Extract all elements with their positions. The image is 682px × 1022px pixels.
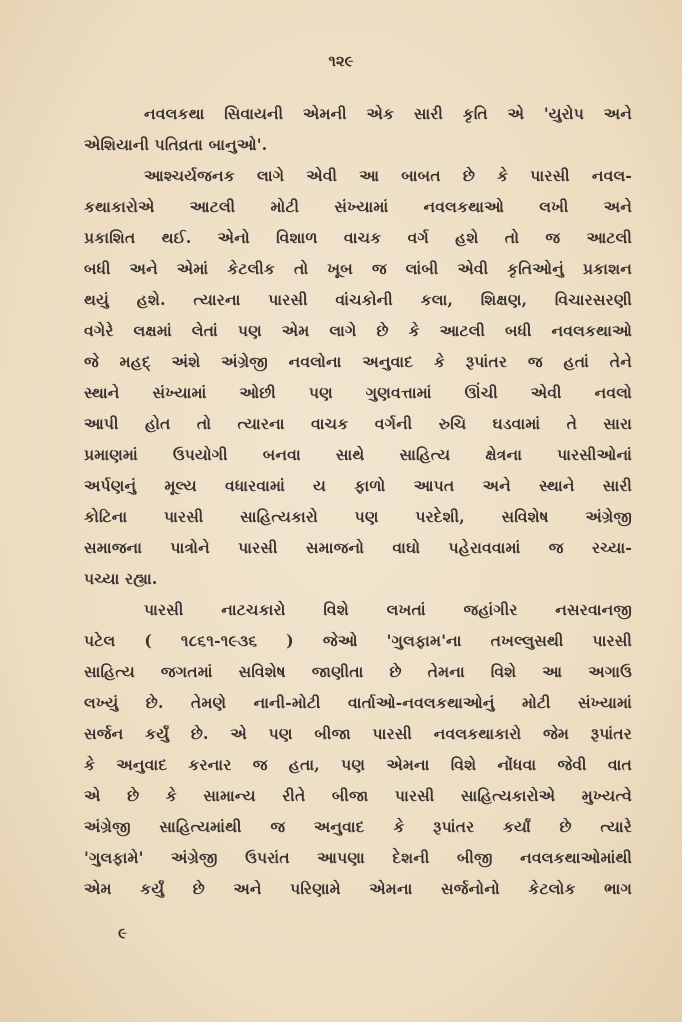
text-line: સાહિત્ય જગતમાં સવિશેષ જાણીતા છે તેમના વિશે આ અગાઉ	[84, 662, 632, 681]
text-line: પ્રમાણમાં ઉપયોગી બનવા સાથે સાહિત્ય ક્ષેત્રના પારસીઓનાં	[84, 445, 632, 464]
text-line: લખ્યું છે. તેમણે નાની-મોટી વાર્તાઓ-નવલકથાઓનું મોટી સંખ્યામાં	[84, 693, 632, 712]
text-line: આશ્ચર્યજનક લાગે એવી આ બાબત છે કે પારસી નવલ-	[144, 166, 632, 185]
paragraph-2	[84, 160, 632, 594]
body-text	[84, 98, 632, 904]
text-line: જે મહદ્ અંશે અંગ્રેજી નવલોના અનુવાદ કે રૂપાંતર જ હતાં તેને	[84, 352, 632, 371]
text-line: પ્રકાશિત થઈ. એનો વિશાળ વાચક વર્ગ હશે તો જ આટલી	[84, 228, 632, 247]
text-line: સ્થાને સંખ્યામાં ઓછી પણ ગુણવત્તામાં ઊંચી એવી નવલો	[84, 383, 632, 402]
text-line: થયું હશે. ત્યારના પારસી વાંચકોની કલા, શિક્ષણ, વિચારસરણી	[84, 290, 632, 309]
signature-mark: ૯	[118, 924, 127, 942]
text-line: આપી હોત તો ત્યારના વાચક વર્ગની રુચિ ઘડવામાં તે સારા	[84, 414, 632, 433]
paragraph-3	[84, 594, 632, 904]
text-line: કે અનુવાદ કરનાર જ હતા, પણ એમના વિશે નોંધવા જેવી વાત	[84, 755, 632, 774]
text-line: પારસી નાટચકારો વિશે લખતાં જહાંગીર નસરવાનજી	[144, 600, 632, 619]
text-line: સમાજના પાત્રોને પારસી સમાજનો વાઘો પહેરાવવામાં જ રચ્યા-	[84, 538, 632, 557]
text-line: નવલકથા સિવાયની એમની એક સારી કૃતિ એ 'યુરોપ અને	[144, 104, 632, 123]
text-line: વગેરે લક્ષમાં લેતાં પણ એમ લાગે છે કે આટલી બધી નવલકથાઓ	[84, 321, 632, 340]
text-line: પચ્યા રહ્યા.	[84, 569, 158, 588]
text-line: એશિયાની પતિવ્રતા બાનુઓ'.	[84, 135, 268, 154]
page-number: ૧૨૯	[328, 52, 354, 70]
text-line: એમ કર્યું છે અને પરિણામે એમના સર્જનોનો કેટલોક ભાગ	[84, 879, 632, 898]
text-line: બધી અને એમાં કેટલીક તો ખૂબ જ લાંબી એવી કૃતિઓનું પ્રકાશન	[84, 259, 632, 278]
paragraph-1	[84, 98, 632, 160]
text-line: એ છે કે સામાન્ય રીતે બીજા પારસી સાહિત્યકારોએ મુખ્યત્વે	[84, 786, 632, 805]
text-line: પટેલ ( ૧૮૬૧-૧૯૩૬ ) જેઓ 'ગુલફામ'ના તખલ્લુસથી પારસી	[84, 631, 632, 650]
text-line: અર્પણનું મૂલ્ય વધારવામાં ય ફાળો આપત અને સ્થાને સારી	[84, 476, 632, 495]
text-line: અંગ્રેજી સાહિત્યમાંથી જ અનુવાદ કે રૂપાંતર કર્યાં છે ત્યારે	[84, 817, 632, 836]
text-line: કોટિના પારસી સાહિત્યકારો પણ પરદેશી, સવિશેષ અંગ્રેજી	[84, 507, 632, 526]
text-line: સર્જન કર્યું છે. એ પણ બીજા પારસી નવલકથાકારો જેમ રૂપાંતર	[84, 724, 632, 743]
text-line: કથાકારોએ આટલી મોટી સંખ્યામાં નવલકથાઓ લખી અને	[84, 197, 632, 216]
text-line: 'ગુલફામે' અંગ્રેજી ઉપરાંત આપણા દેશની બીજી નવલકથાઓમાંથી	[84, 848, 632, 867]
